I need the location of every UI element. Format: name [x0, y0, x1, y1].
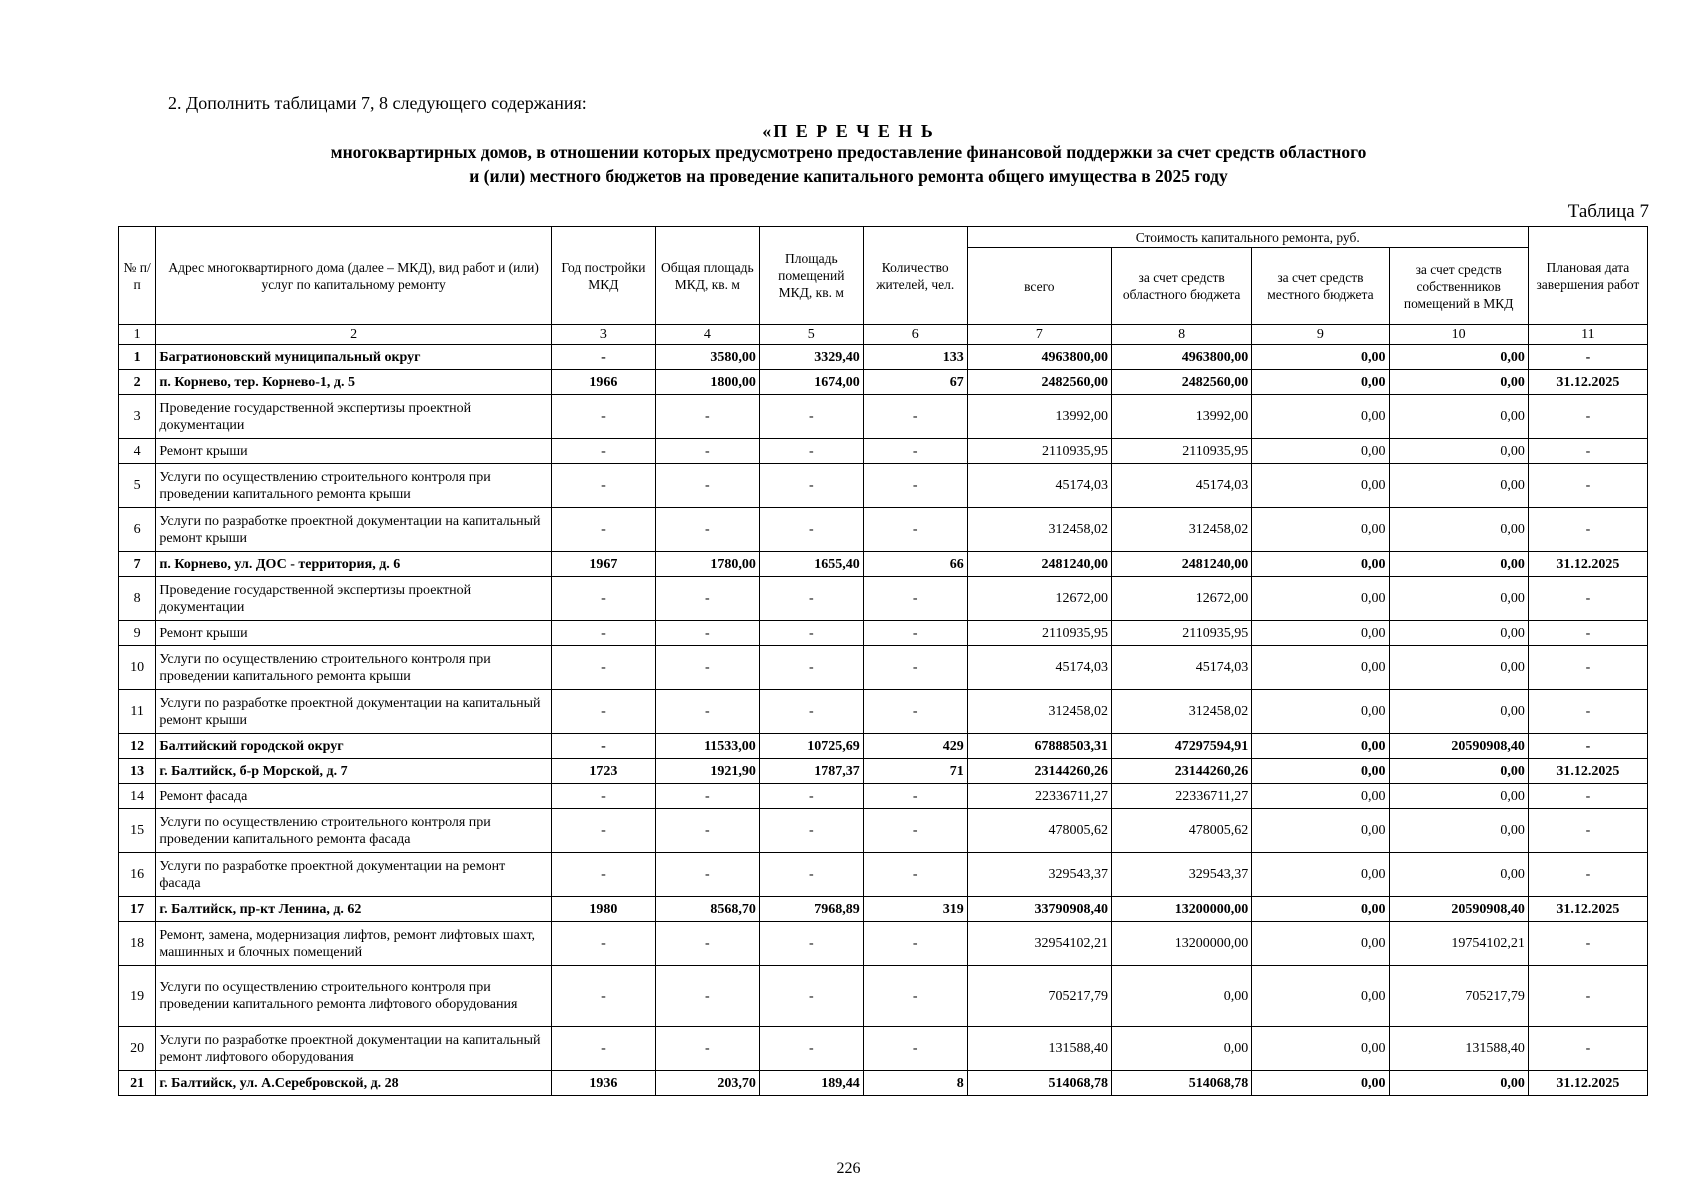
column-number: 2	[156, 325, 552, 345]
document-title: «П Е Р Е Ч Е Н Ь	[762, 121, 935, 141]
table-row	[119, 1071, 1648, 1096]
row-name: Балтийский городской округ	[156, 734, 552, 759]
row-residents: 66	[863, 552, 967, 577]
row-name: Ремонт крыши	[156, 439, 552, 464]
row-cost-local: 0,00	[1252, 853, 1389, 897]
row-cost-regional: 13992,00	[1112, 395, 1252, 439]
table-row	[119, 345, 1648, 370]
row-premises-area: 1674,00	[759, 370, 863, 395]
row-premises-area: -	[759, 395, 863, 439]
column-number: 9	[1252, 325, 1389, 345]
row-year: 1966	[551, 370, 655, 395]
table-row	[119, 646, 1648, 690]
row-residents: 67	[863, 370, 967, 395]
row-number: 4	[119, 439, 156, 464]
row-total-area: -	[655, 621, 759, 646]
row-cost-total: 312458,02	[967, 508, 1111, 552]
row-cost-regional: 0,00	[1112, 1027, 1252, 1071]
row-cost-local: 0,00	[1252, 508, 1389, 552]
row-cost-local: 0,00	[1252, 734, 1389, 759]
row-cost-regional: 12672,00	[1112, 577, 1252, 621]
table-row	[119, 464, 1648, 508]
row-premises-area: 7968,89	[759, 897, 863, 922]
row-cost-owners: 0,00	[1389, 853, 1528, 897]
row-premises-area: 3329,40	[759, 345, 863, 370]
row-total-area: 1921,90	[655, 759, 759, 784]
row-cost-owners: 0,00	[1389, 1071, 1528, 1096]
row-date: 31.12.2025	[1528, 552, 1647, 577]
table-row	[119, 853, 1648, 897]
row-premises-area: -	[759, 577, 863, 621]
row-number: 12	[119, 734, 156, 759]
row-name: Ремонт фасада	[156, 784, 552, 809]
row-number: 9	[119, 621, 156, 646]
row-total-area: -	[655, 577, 759, 621]
row-name: Услуги по осуществлению строительного контроля при проведении капитального ремонта крыши	[156, 464, 552, 508]
row-residents: -	[863, 577, 967, 621]
column-number: 8	[1112, 325, 1252, 345]
row-cost-owners: 19754102,21	[1389, 922, 1528, 966]
row-total-area: -	[655, 464, 759, 508]
row-residents: -	[863, 966, 967, 1027]
row-residents: -	[863, 439, 967, 464]
column-number-row	[119, 325, 1648, 345]
row-date: 31.12.2025	[1528, 759, 1647, 784]
table-row	[119, 439, 1648, 464]
row-premises-area: -	[759, 690, 863, 734]
row-premises-area: -	[759, 1027, 863, 1071]
row-cost-total: 2481240,00	[967, 552, 1111, 577]
row-number: 2	[119, 370, 156, 395]
row-cost-total: 312458,02	[967, 690, 1111, 734]
row-total-area: -	[655, 395, 759, 439]
row-year: 1967	[551, 552, 655, 577]
row-name: Услуги по разработке проектной документации на капитальный ремонт крыши	[156, 508, 552, 552]
row-premises-area: -	[759, 809, 863, 853]
row-cost-regional: 2110935,95	[1112, 621, 1252, 646]
row-cost-total: 45174,03	[967, 646, 1111, 690]
row-cost-local: 0,00	[1252, 690, 1389, 734]
row-date: -	[1528, 1027, 1647, 1071]
table-row	[119, 784, 1648, 809]
intro-text: 2. Дополнить таблицами 7, 8 следующего содержания:	[168, 93, 587, 113]
row-residents: 319	[863, 897, 967, 922]
row-premises-area: -	[759, 508, 863, 552]
row-name: Услуги по разработке проектной документации на капитальный ремонт лифтового оборудования	[156, 1027, 552, 1071]
row-name: г. Балтийск, ул. А.Серебровской, д. 28	[156, 1071, 552, 1096]
row-total-area: -	[655, 1027, 759, 1071]
row-cost-total: 705217,79	[967, 966, 1111, 1027]
row-cost-owners: 0,00	[1389, 395, 1528, 439]
row-premises-area: 1787,37	[759, 759, 863, 784]
row-cost-total: 32954102,21	[967, 922, 1111, 966]
table-row	[119, 809, 1648, 853]
header-cost-total: всего	[967, 248, 1111, 325]
table-row	[119, 966, 1648, 1027]
row-year: -	[551, 853, 655, 897]
table-row	[119, 370, 1648, 395]
row-total-area: 1800,00	[655, 370, 759, 395]
row-date: -	[1528, 690, 1647, 734]
row-cost-owners: 0,00	[1389, 621, 1528, 646]
row-residents: 133	[863, 345, 967, 370]
header-year: Год постройки МКД	[551, 227, 655, 325]
row-name: Ремонт, замена, модернизация лифтов, ремонт лифтовых шахт, машинных и блочных помещений	[156, 922, 552, 966]
row-cost-regional: 0,00	[1112, 966, 1252, 1027]
row-cost-local: 0,00	[1252, 784, 1389, 809]
page-number: 226	[836, 1160, 861, 1177]
row-number: 7	[119, 552, 156, 577]
row-cost-local: 0,00	[1252, 1071, 1389, 1096]
row-cost-total: 514068,78	[967, 1071, 1111, 1096]
row-cost-regional: 13200000,00	[1112, 897, 1252, 922]
row-residents: -	[863, 395, 967, 439]
row-number: 11	[119, 690, 156, 734]
row-premises-area: 189,44	[759, 1071, 863, 1096]
row-residents: -	[863, 809, 967, 853]
row-premises-area: -	[759, 966, 863, 1027]
row-year: -	[551, 809, 655, 853]
table-row	[119, 734, 1648, 759]
row-total-area: 203,70	[655, 1071, 759, 1096]
row-cost-regional: 2481240,00	[1112, 552, 1252, 577]
row-total-area: -	[655, 784, 759, 809]
row-name: Услуги по осуществлению строительного контроля при проведении капитального ремонта фасада	[156, 809, 552, 853]
row-name: Ремонт крыши	[156, 621, 552, 646]
row-cost-regional: 47297594,91	[1112, 734, 1252, 759]
row-cost-regional: 514068,78	[1112, 1071, 1252, 1096]
table-row	[119, 508, 1648, 552]
row-residents: -	[863, 922, 967, 966]
row-premises-area: -	[759, 646, 863, 690]
row-year: -	[551, 966, 655, 1027]
row-cost-total: 23144260,26	[967, 759, 1111, 784]
document-subtitle-line2: и (или) местного бюджетов на проведение капитального ремонта общего имущества в 2025 году	[469, 166, 1228, 186]
table-label: Таблица 7	[1567, 201, 1649, 222]
header-cost-regional: за счет средств областного бюджета	[1112, 248, 1252, 325]
row-year: -	[551, 395, 655, 439]
row-date: -	[1528, 809, 1647, 853]
row-date: -	[1528, 784, 1647, 809]
row-cost-owners: 0,00	[1389, 577, 1528, 621]
row-total-area: -	[655, 690, 759, 734]
row-cost-total: 2110935,95	[967, 621, 1111, 646]
row-date: -	[1528, 734, 1647, 759]
header-residents: Количество жителей, чел.	[863, 227, 967, 325]
row-cost-owners: 131588,40	[1389, 1027, 1528, 1071]
row-number: 20	[119, 1027, 156, 1071]
row-cost-local: 0,00	[1252, 646, 1389, 690]
row-cost-total: 2482560,00	[967, 370, 1111, 395]
row-cost-regional: 23144260,26	[1112, 759, 1252, 784]
column-number: 6	[863, 325, 967, 345]
row-cost-owners: 705217,79	[1389, 966, 1528, 1027]
row-cost-local: 0,00	[1252, 345, 1389, 370]
row-cost-total: 22336711,27	[967, 784, 1111, 809]
row-total-area: -	[655, 853, 759, 897]
row-cost-regional: 2482560,00	[1112, 370, 1252, 395]
row-cost-owners: 0,00	[1389, 464, 1528, 508]
row-number: 13	[119, 759, 156, 784]
header-cost-owners: за счет средств собственников помещений в МКД	[1389, 248, 1528, 325]
row-cost-total: 12672,00	[967, 577, 1111, 621]
row-residents: 429	[863, 734, 967, 759]
header-address: Адрес многоквартирного дома (далее – МКД), вид работ и (или) услуг по капитальному ремонту	[156, 227, 552, 325]
row-cost-total: 4963800,00	[967, 345, 1111, 370]
row-date: -	[1528, 621, 1647, 646]
row-number: 8	[119, 577, 156, 621]
table-row	[119, 690, 1648, 734]
row-residents: 71	[863, 759, 967, 784]
row-cost-local: 0,00	[1252, 621, 1389, 646]
table-row	[119, 621, 1648, 646]
row-number: 17	[119, 897, 156, 922]
row-cost-total: 45174,03	[967, 464, 1111, 508]
row-premises-area: -	[759, 784, 863, 809]
row-number: 14	[119, 784, 156, 809]
row-date: -	[1528, 345, 1647, 370]
row-cost-regional: 312458,02	[1112, 508, 1252, 552]
row-name: Багратионовский муниципальный округ	[156, 345, 552, 370]
row-number: 3	[119, 395, 156, 439]
row-cost-owners: 20590908,40	[1389, 734, 1528, 759]
table-row	[119, 395, 1648, 439]
column-number: 11	[1528, 325, 1647, 345]
row-cost-local: 0,00	[1252, 809, 1389, 853]
row-name: п. Корнево, тер. Корнево-1, д. 5	[156, 370, 552, 395]
row-residents: -	[863, 464, 967, 508]
row-number: 18	[119, 922, 156, 966]
column-number: 1	[119, 325, 156, 345]
header-total-area: Общая площадь МКД, кв. м	[655, 227, 759, 325]
table-row	[119, 1027, 1648, 1071]
row-residents: -	[863, 853, 967, 897]
table-row	[119, 552, 1648, 577]
row-year: -	[551, 1027, 655, 1071]
row-premises-area: -	[759, 439, 863, 464]
row-cost-regional: 312458,02	[1112, 690, 1252, 734]
row-date: -	[1528, 966, 1647, 1027]
row-year: -	[551, 577, 655, 621]
row-total-area: -	[655, 439, 759, 464]
row-cost-local: 0,00	[1252, 439, 1389, 464]
row-number: 6	[119, 508, 156, 552]
header-num: № п/п	[119, 227, 156, 325]
row-cost-total: 478005,62	[967, 809, 1111, 853]
row-total-area: 8568,70	[655, 897, 759, 922]
row-cost-local: 0,00	[1252, 897, 1389, 922]
row-year: -	[551, 439, 655, 464]
row-residents: -	[863, 508, 967, 552]
row-number: 15	[119, 809, 156, 853]
row-cost-regional: 22336711,27	[1112, 784, 1252, 809]
row-cost-owners: 0,00	[1389, 784, 1528, 809]
row-year: -	[551, 690, 655, 734]
row-cost-local: 0,00	[1252, 464, 1389, 508]
table-body	[119, 345, 1648, 1096]
row-year: -	[551, 508, 655, 552]
row-cost-owners: 20590908,40	[1389, 897, 1528, 922]
row-number: 21	[119, 1071, 156, 1096]
table-row	[119, 759, 1648, 784]
row-year: -	[551, 922, 655, 966]
row-cost-owners: 0,00	[1389, 370, 1528, 395]
row-total-area: -	[655, 809, 759, 853]
row-cost-owners: 0,00	[1389, 646, 1528, 690]
row-cost-local: 0,00	[1252, 759, 1389, 784]
row-premises-area: 1655,40	[759, 552, 863, 577]
row-residents: -	[863, 646, 967, 690]
table-header	[119, 227, 1648, 345]
column-number: 4	[655, 325, 759, 345]
row-number: 5	[119, 464, 156, 508]
row-cost-regional: 4963800,00	[1112, 345, 1252, 370]
header-date: Плановая дата завершения работ	[1528, 227, 1647, 325]
row-year: -	[551, 784, 655, 809]
row-residents: -	[863, 621, 967, 646]
header-cost-local: за счет средств местного бюджета	[1252, 248, 1389, 325]
column-number: 10	[1389, 325, 1528, 345]
row-date: -	[1528, 395, 1647, 439]
row-number: 19	[119, 966, 156, 1027]
row-total-area: -	[655, 646, 759, 690]
row-year: -	[551, 464, 655, 508]
table-row	[119, 577, 1648, 621]
row-name: Проведение государственной экспертизы проектной документации	[156, 577, 552, 621]
row-total-area: 1780,00	[655, 552, 759, 577]
table-row	[119, 922, 1648, 966]
row-cost-local: 0,00	[1252, 577, 1389, 621]
row-date: -	[1528, 439, 1647, 464]
row-cost-regional: 45174,03	[1112, 464, 1252, 508]
row-date: -	[1528, 922, 1647, 966]
row-date: 31.12.2025	[1528, 897, 1647, 922]
row-premises-area: -	[759, 621, 863, 646]
row-number: 10	[119, 646, 156, 690]
row-cost-owners: 0,00	[1389, 439, 1528, 464]
row-cost-local: 0,00	[1252, 552, 1389, 577]
row-cost-local: 0,00	[1252, 966, 1389, 1027]
row-cost-regional: 13200000,00	[1112, 922, 1252, 966]
row-name: Услуги по осуществлению строительного контроля при проведении капитального ремонта лифтового оборудования	[156, 966, 552, 1027]
row-name: г. Балтийск, пр-кт Ленина, д. 62	[156, 897, 552, 922]
row-name: Услуги по разработке проектной документации на капитальный ремонт крыши	[156, 690, 552, 734]
column-number: 7	[967, 325, 1111, 345]
row-residents: 8	[863, 1071, 967, 1096]
row-cost-local: 0,00	[1252, 370, 1389, 395]
row-cost-owners: 0,00	[1389, 508, 1528, 552]
row-cost-regional: 329543,37	[1112, 853, 1252, 897]
row-cost-regional: 2110935,95	[1112, 439, 1252, 464]
row-cost-owners: 0,00	[1389, 552, 1528, 577]
document-subtitle-line1: многоквартирных домов, в отношении которых предусмотрено предоставление финансовой поддержки за счет средств областного	[330, 142, 1367, 162]
row-date: 31.12.2025	[1528, 1071, 1647, 1096]
row-date: -	[1528, 464, 1647, 508]
row-cost-total: 67888503,31	[967, 734, 1111, 759]
row-name: Услуги по разработке проектной документации на ремонт фасада	[156, 853, 552, 897]
row-name: Услуги по осуществлению строительного контроля при проведении капитального ремонта крыши	[156, 646, 552, 690]
row-year: -	[551, 345, 655, 370]
row-premises-area: -	[759, 853, 863, 897]
row-premises-area: -	[759, 922, 863, 966]
column-number: 3	[551, 325, 655, 345]
row-name: Проведение государственной экспертизы проектной документации	[156, 395, 552, 439]
row-cost-total: 2110935,95	[967, 439, 1111, 464]
header-premises-area: Площадь помещений МКД, кв. м	[759, 227, 863, 325]
row-cost-local: 0,00	[1252, 395, 1389, 439]
row-total-area: -	[655, 508, 759, 552]
row-residents: -	[863, 1027, 967, 1071]
row-premises-area: 10725,69	[759, 734, 863, 759]
row-cost-local: 0,00	[1252, 1027, 1389, 1071]
row-cost-total: 13992,00	[967, 395, 1111, 439]
row-year: -	[551, 621, 655, 646]
row-cost-local: 0,00	[1252, 922, 1389, 966]
row-total-area: 11533,00	[655, 734, 759, 759]
row-cost-total: 329543,37	[967, 853, 1111, 897]
column-number: 5	[759, 325, 863, 345]
row-number: 16	[119, 853, 156, 897]
row-year: 1980	[551, 897, 655, 922]
row-year: 1936	[551, 1071, 655, 1096]
row-number: 1	[119, 345, 156, 370]
row-date: 31.12.2025	[1528, 370, 1647, 395]
row-name: п. Корнево, ул. ДОС - территория, д. 6	[156, 552, 552, 577]
row-cost-total: 33790908,40	[967, 897, 1111, 922]
row-year: 1723	[551, 759, 655, 784]
table-row	[119, 897, 1648, 922]
row-cost-owners: 0,00	[1389, 345, 1528, 370]
row-cost-owners: 0,00	[1389, 809, 1528, 853]
row-total-area: -	[655, 966, 759, 1027]
row-cost-owners: 0,00	[1389, 759, 1528, 784]
header-cost-group: Стоимость капитального ремонта, руб.	[967, 227, 1528, 248]
row-date: -	[1528, 853, 1647, 897]
row-date: -	[1528, 508, 1647, 552]
row-cost-total: 131588,40	[967, 1027, 1111, 1071]
row-residents: -	[863, 784, 967, 809]
row-premises-area: -	[759, 464, 863, 508]
row-name: г. Балтийск, б-р Морской, д. 7	[156, 759, 552, 784]
repair-table	[118, 226, 1648, 1096]
row-cost-owners: 0,00	[1389, 690, 1528, 734]
row-residents: -	[863, 690, 967, 734]
row-cost-regional: 478005,62	[1112, 809, 1252, 853]
row-date: -	[1528, 646, 1647, 690]
row-year: -	[551, 734, 655, 759]
row-total-area: -	[655, 922, 759, 966]
row-year: -	[551, 646, 655, 690]
row-cost-regional: 45174,03	[1112, 646, 1252, 690]
row-date: -	[1528, 577, 1647, 621]
row-total-area: 3580,00	[655, 345, 759, 370]
